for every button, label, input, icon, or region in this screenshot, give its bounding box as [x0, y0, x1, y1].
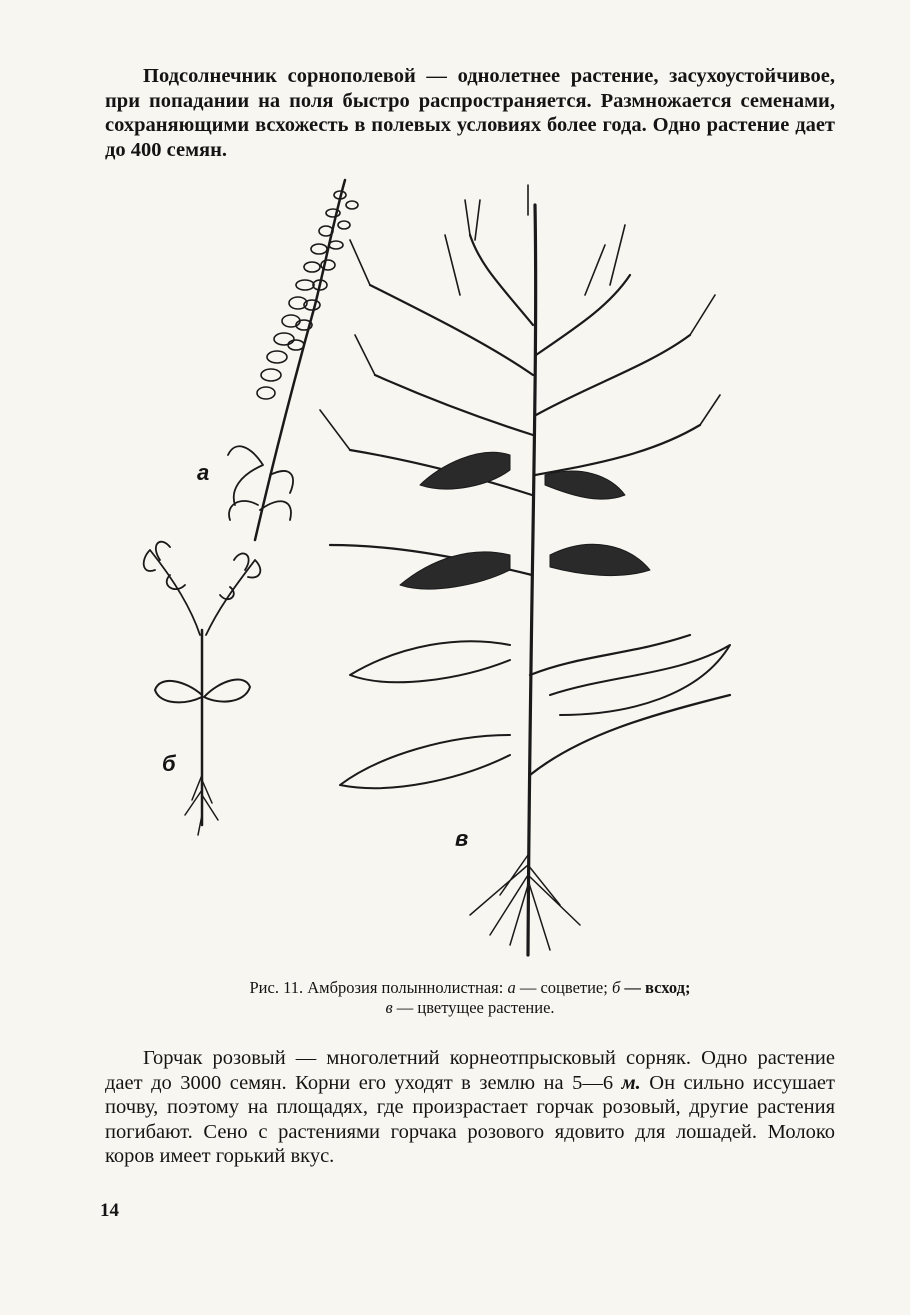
page-number: 14: [100, 1200, 119, 1221]
flowering-plant-drawing: [320, 185, 730, 955]
figure-label-v: в: [455, 826, 469, 851]
seedling-drawing: [144, 542, 261, 835]
caption-prefix: Рис. 11. Амброзия полыннолистная:: [249, 978, 508, 997]
figure-ambrosia-illustration: [130, 175, 810, 965]
figure-label-a: а: [197, 460, 210, 485]
caption-text-b: — всход;: [620, 978, 691, 997]
caption-letter-b: б: [611, 978, 621, 997]
paragraph-gorchak: [105, 1046, 835, 1169]
figure-label-b: б: [162, 751, 176, 776]
caption-letter-a: а: [507, 978, 516, 997]
caption-text-a: — соцветие;: [515, 978, 612, 997]
caption-letter-v: в: [385, 998, 393, 1017]
paragraph-gorchak-part-2: Он сильно иссушает почву, поэтому на площадях, где произрастает горчак розовый, другие растения погибают. Сено с растениями горчака розового ядовито для лошадей. Молоко коров имеет горький вкус.: [105, 1071, 835, 1167]
figure-caption: [150, 978, 790, 1018]
paragraph-sunflower: Подсолнечник сорнополевой — однолетнее растение, засухоустойчивое, при попадании на поля быстро распространяется. Размножается семенами, сохраняющими всхожесть в полевых условиях более года. Одно растение дает до 400 семян.: [105, 65, 835, 161]
paragraph-gorchak-unit: м.: [621, 1071, 641, 1094]
paragraph-gorchak-part-1: Горчак розовый — многолетний корнеотпрысковый сорняк. Одно растение дает до 3000 семян. Корни его уходят в землю на 5—6: [105, 1047, 835, 1094]
inflorescence-drawing: [228, 180, 358, 540]
ambrosia-drawing: [130, 175, 810, 965]
caption-text-v: — цветущее растение.: [392, 998, 555, 1017]
